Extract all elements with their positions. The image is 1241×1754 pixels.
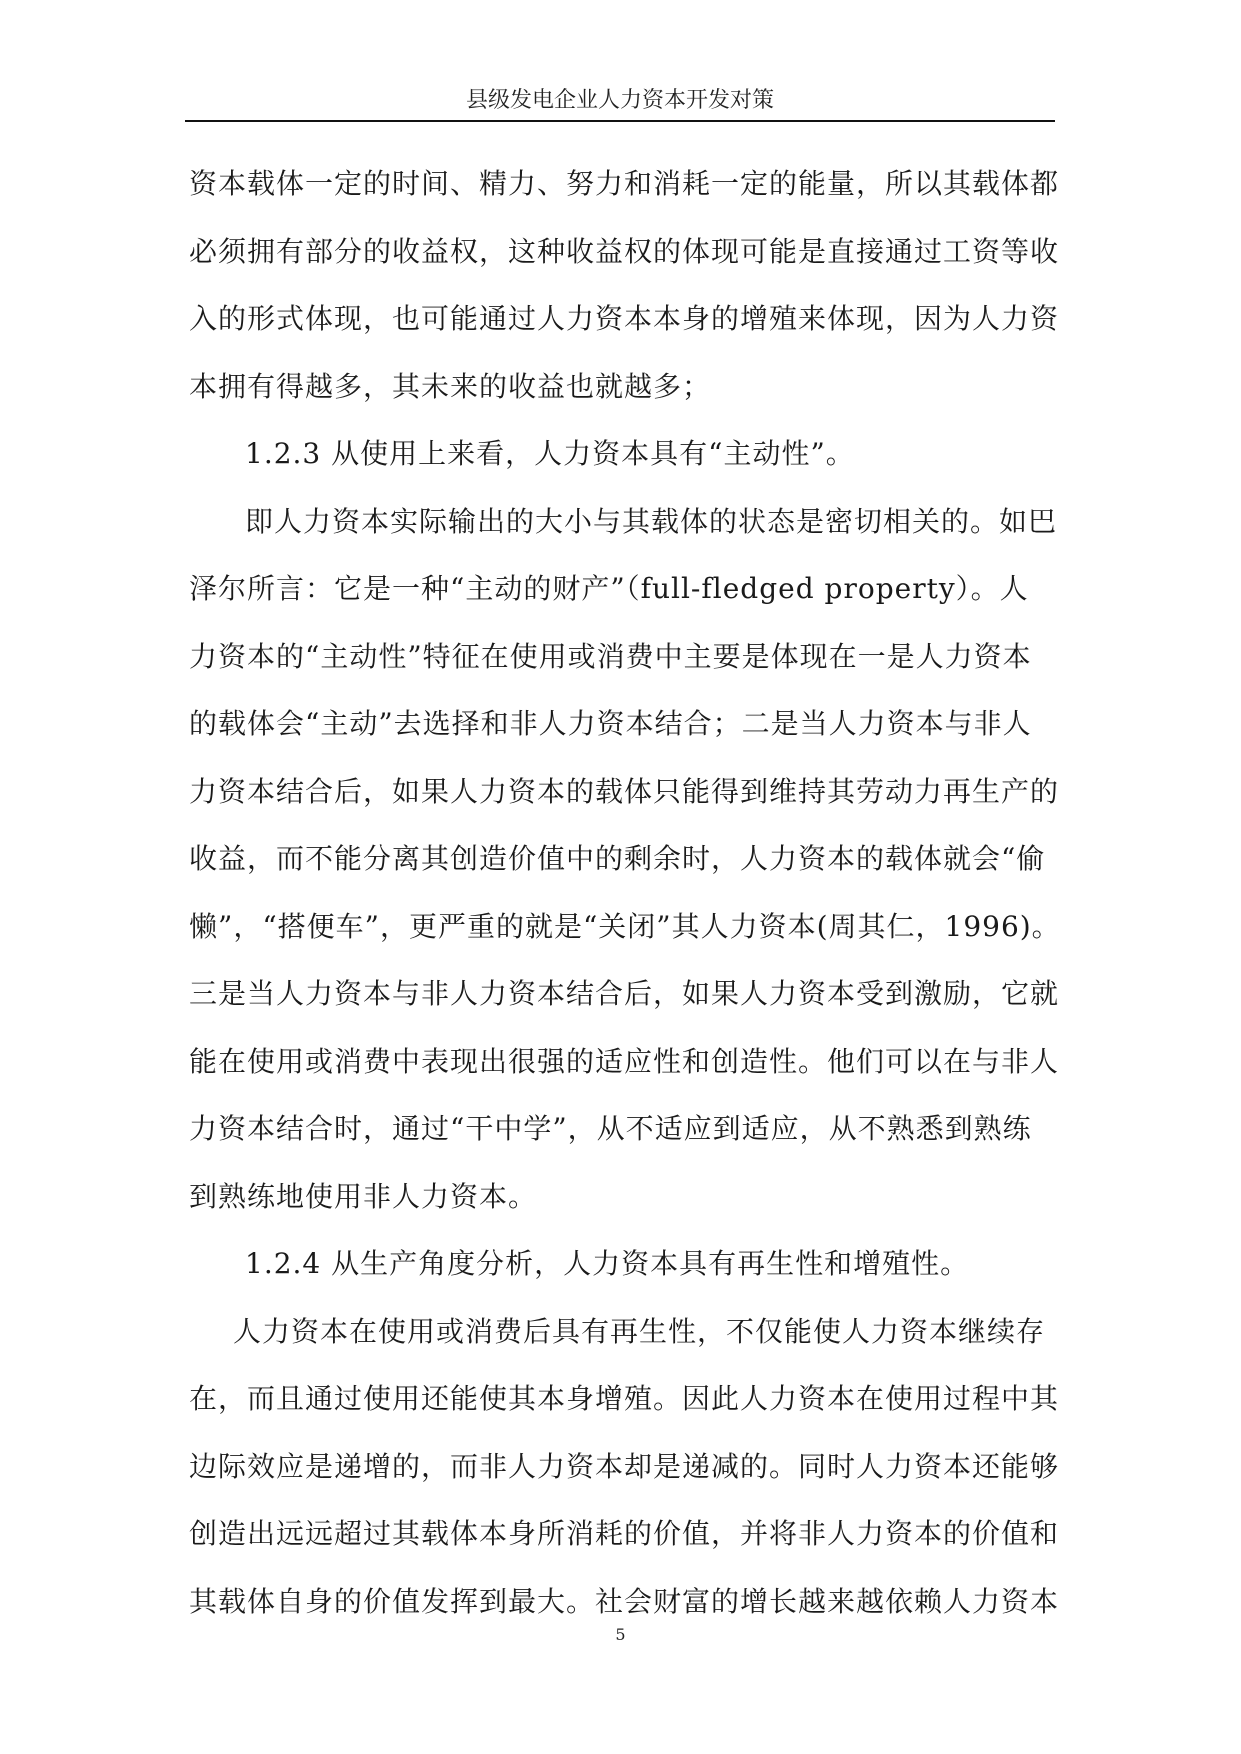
text-line: 力资本结合后，如果人力资本的载体只能得到维持其劳动力再生产的 [189,774,1060,808]
text-line: 泽尔所言：它是一种“主动的财产”（full-fledged property）。人 [189,572,1029,605]
text-line: 其载体自身的价值发挥到最大。社会财富的增长越来越依赖人力资本 [189,1584,1060,1618]
body-text [189,150,1061,1635]
text-line: 收益，而不能分离其创造价值中的剩余时，人力资本的载体就会“偷 [189,842,1046,875]
text-line: 能在使用或消费中表现出很强的适应性和创造性。他们可以在与非人 [189,1044,1060,1078]
text-line: 入的形式体现，也可能通过人力资本本身的增殖来体现，因为人力资 [189,302,1060,335]
page-number: 5 [615,1625,626,1644]
text-line: 的载体会“主动”去选择和非人力资本结合；二是当人力资本与非人 [189,707,1032,740]
text-line: 力资本结合时，通过“干中学”，从不适应到适应，从不熟悉到熟练 [189,1112,1032,1145]
text-line: 人力资本在使用或消费后具有再生性，不仅能使人力资本继续存 [233,1314,1046,1348]
text-line: 资本载体一定的时间、精力、努力和消耗一定的能量，所以其载体都 [189,167,1060,200]
text-line: 创造出远远超过其载体本身所消耗的价值，并将非人力资本的价值和 [189,1517,1060,1550]
text-line: 三是当人力资本与非人力资本结合后，如果人力资本受到激励，它就 [189,977,1060,1010]
text-line: 懒”，“搭便车”，更严重的就是“关闭”其人力资本(周其仁，1996)。 [189,909,1061,943]
text-line: 本拥有得越多，其未来的收益也就越多； [189,369,712,403]
section-heading: 1.2.4 从生产角度分析，人力资本具有再生性和增殖性。 [245,1247,970,1280]
running-header: 县级发电企业人力资本开发对策 [465,88,774,113]
text-line: 力资本的“主动性”特征在使用或消费中主要是体现在一是人力资本 [189,639,1032,673]
text-line: 必须拥有部分的收益权，这种收益权的体现可能是直接通过工资等收 [189,234,1060,268]
text-line: 边际效应是递增的，而非人力资本却是递减的。同时人力资本还能够 [189,1449,1060,1483]
text-line: 在，而且通过使用还能使其本身增殖。因此人力资本在使用过程中其 [189,1382,1060,1415]
text-line: 到熟练地使用非人力资本。 [189,1179,538,1213]
header-rule [185,120,1055,122]
text-line: 即人力资本实际输出的大小与其载体的状态是密切相关的。如巴 [245,504,1058,538]
section-heading: 1.2.3 从使用上来看，人力资本具有“主动性”。 [245,437,855,470]
